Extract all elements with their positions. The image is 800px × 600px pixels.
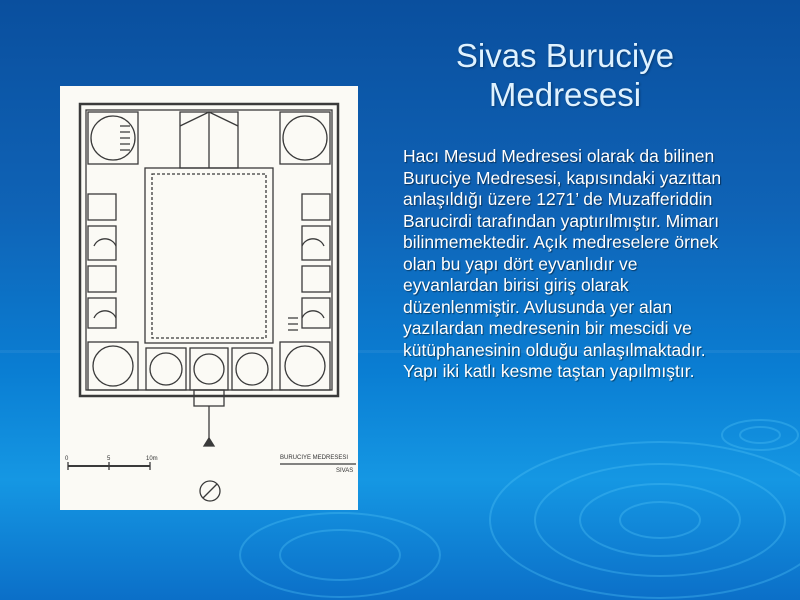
scale-label-10m: 10m (146, 456, 158, 462)
title-line-2: Medresesi (488, 76, 642, 113)
scale-label-5: 5 (107, 456, 111, 462)
plan-caption-city: SIVAS (336, 468, 354, 474)
plan-caption-name: BURUCIYE MEDRESESI (280, 455, 349, 461)
slide-body-text: Hacı Mesud Medresesi olarak da bilinen Buruciye Medresesi, kapısındaki yazıttan anlaşıldığı üzere 1271’ de Muzafferiddin Barucirdi tarafından yaptırılmıştır. Mimarı bilinmemektedir. Açık medreselere örnek olan bu yapı dört eyvanlıdır ve eyvanlardan birisi giriş olarak düzenlenmiştir. Avlusunda yer alan yazılardan medresenin bir mescidi ve kütüphanesinin olduğu anlaşılmaktadır. Yapı iki katlı kesme taştan yapılmıştır. (403, 146, 722, 381)
slide-title (400, 36, 730, 114)
title-line-1: Sivas Buruciye (455, 37, 675, 74)
scale-label-0: 0 (65, 456, 69, 462)
floor-plan-image (60, 86, 358, 510)
